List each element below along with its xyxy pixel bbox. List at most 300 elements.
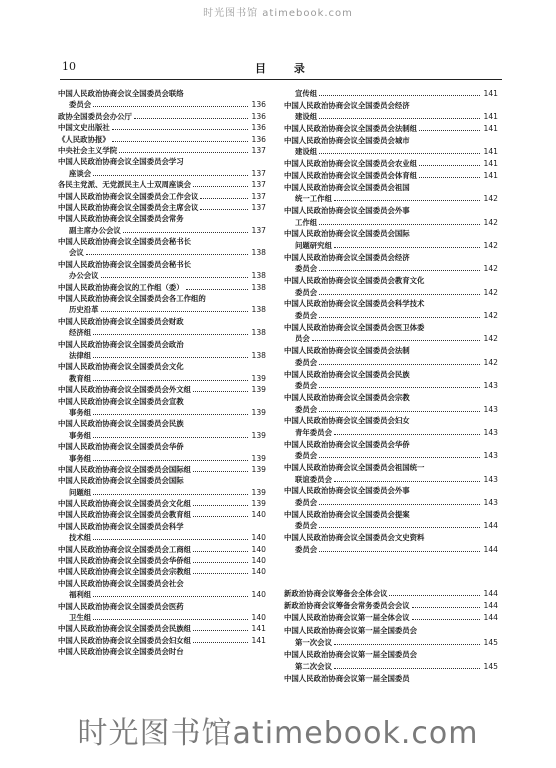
- page-header: [62, 60, 498, 76]
- toc-entry-title: 员会: [295, 334, 310, 344]
- toc-entry-page: 138: [251, 282, 266, 292]
- toc-column-right-lower: [284, 588, 498, 686]
- toc-entry: [284, 310, 498, 322]
- toc-entry-title: 中国人民政治协商会议全国委员会科学技术: [284, 299, 425, 309]
- toc-entry: [284, 450, 498, 462]
- toc-entry: [58, 475, 266, 486]
- toc-entry: [58, 259, 266, 270]
- toc-entry-title: 委员会: [295, 381, 318, 391]
- toc-entry-page: 143: [483, 404, 498, 414]
- toc-entry: [58, 589, 266, 600]
- dot-leader: [101, 277, 248, 278]
- toc-entry-page: 139: [251, 487, 266, 497]
- toc-entry-page: 141: [483, 147, 498, 157]
- toc-entry-title: 中国人民政治协商会议全国委员会科学: [58, 521, 184, 531]
- toc-entry-title: 中国人民政治协商会议全国委员会外事: [284, 205, 410, 215]
- dot-leader: [101, 311, 248, 312]
- toc-entry-title: 中国人民政治协商会议全国委员会文化组: [58, 499, 192, 509]
- toc-entry: [284, 404, 498, 416]
- toc-entry-title: 中国人民政治协商会议第一届全国委员会: [284, 649, 418, 659]
- toc-entry-page: 136: [251, 111, 266, 121]
- toc-entry-page: 136: [251, 100, 266, 110]
- dot-leader: [319, 387, 480, 388]
- toc-entry-page: 144: [483, 589, 498, 598]
- toc-entry-title: 中国人民政治协商会议全国委员会学习: [58, 157, 184, 167]
- dot-leader: [86, 254, 248, 255]
- toc-entry-page: 143: [483, 381, 498, 391]
- toc-entry: [58, 225, 266, 236]
- toc-entry-title: 中国人民政治协商会议全国委员会国际: [58, 476, 184, 486]
- toc-entry-title: 中国人民政治协商会议全国委员会祖国统一: [284, 463, 425, 472]
- toc-entry: [58, 509, 266, 520]
- toc-entry-title: 中国人民政治协商会议全国委员会法制: [284, 346, 410, 356]
- toc-entry: [284, 649, 498, 661]
- toc-entry-title: 中国人民政治协商会议全国委员会医卫体委: [284, 322, 425, 332]
- toc-entry-title: 《人民政协报》: [58, 134, 110, 144]
- toc-entry-page: 142: [483, 240, 498, 250]
- toc-entry-title: 新政治协商会议筹备会常务委员会会议: [284, 601, 410, 611]
- toc-entry-title: 中国人民政治协商会议全国委员会法制组: [284, 124, 418, 134]
- toc-entry-page: 138: [251, 248, 266, 258]
- dot-leader: [319, 364, 480, 365]
- toc-entry-page: 140: [251, 510, 266, 520]
- toc-entry-title: 宣传组: [295, 89, 318, 98]
- dot-leader: [93, 334, 248, 335]
- toc-entry-title: 中国人民政治协商会议全国委员会宗教: [284, 392, 410, 402]
- toc-entry-title: 中国人民政治协商会议全国委员会工商组: [58, 544, 192, 554]
- toc-entry: [284, 158, 498, 170]
- toc-entry-title: 中国人民政治协商会议第一届全体会议: [284, 613, 410, 623]
- toc-entry: [58, 282, 266, 293]
- toc-entry-title: 问题组: [69, 487, 92, 497]
- toc-entry-page: 137: [251, 191, 266, 201]
- toc-entry-title: 中国人民政治协商会议全国委员会经济: [284, 252, 410, 262]
- dot-leader: [193, 573, 248, 574]
- toc-entry: [58, 168, 266, 179]
- watermark-bottom: 时光图书馆atimebook.com: [77, 716, 479, 751]
- toc-entry: [284, 88, 498, 100]
- toc-entry-title: 中国人民政治协商会议全国委员会医药: [58, 601, 184, 611]
- toc-entry: [58, 134, 266, 145]
- dot-leader: [93, 619, 248, 620]
- dot-leader: [93, 596, 248, 597]
- dot-leader: [319, 317, 480, 318]
- dot-leader: [93, 460, 248, 461]
- toc-entry-title: 委员会: [295, 264, 318, 274]
- dot-leader: [334, 481, 480, 482]
- toc-entry-page: 139: [251, 385, 266, 395]
- toc-entry: [284, 252, 498, 264]
- toc-entry-title: 委员会: [295, 404, 318, 414]
- toc-entry-title: 座谈会: [69, 168, 92, 178]
- toc-entry-page: 140: [251, 567, 266, 577]
- toc-entry: [284, 298, 498, 310]
- toc-entry-page: 142: [483, 311, 498, 321]
- toc-entry-page: 140: [251, 612, 266, 622]
- toc-entry: [58, 532, 266, 543]
- toc-entry-title: 委员会: [295, 451, 318, 461]
- toc-entry-page: 139: [251, 407, 266, 417]
- toc-entry-page: 137: [251, 225, 266, 235]
- toc-entry-page: 140: [251, 556, 266, 566]
- toc-entry-title: 中国人民政治协商会议全国委员会民族组: [58, 624, 192, 634]
- toc-entry: [284, 600, 498, 612]
- toc-entry: [284, 427, 498, 439]
- toc-entry: [58, 396, 266, 407]
- toc-entry-page: 141: [483, 170, 498, 180]
- dot-leader: [134, 118, 248, 119]
- toc-entry-title: 中国文史出版社: [58, 123, 110, 133]
- toc-entry-title: 中国人民政治协商会议全国委员会宗教组: [58, 567, 192, 577]
- toc-entry-title: 委员会: [295, 521, 318, 531]
- toc-entry-title: 中国人民政治协商会议全国委员会妇女组: [58, 635, 192, 645]
- toc-entry-title: 统一工作组: [295, 194, 332, 204]
- dot-leader: [186, 289, 248, 290]
- toc-entry-title: 建设组: [295, 112, 318, 122]
- toc-entry-title: 中国人民政治协商会议全国委员会各工作组的: [58, 294, 206, 304]
- dot-leader: [193, 186, 248, 187]
- dot-leader: [419, 130, 480, 131]
- toc-entry-page: 142: [483, 264, 498, 274]
- dot-leader: [193, 630, 248, 631]
- toc-entry-title: 中国人民政治协商会议全国委员会政治: [58, 339, 184, 349]
- toc-entry-page: 141: [483, 159, 498, 169]
- toc-entry-title: 中国人民政治协商会议全国委员会社会: [58, 578, 184, 588]
- toc-entry: [58, 544, 266, 555]
- toc-entry-title: 会议: [69, 248, 84, 258]
- toc-entry: [58, 430, 266, 441]
- toc-entry: [58, 327, 266, 338]
- toc-entry-title: 中国人民政治协商会议全国委员会体育组: [284, 170, 418, 180]
- toc-entry-title: 中国人民政治协商会议第一届全国委员: [284, 674, 410, 684]
- toc-entry-page: 139: [251, 499, 266, 509]
- toc-entry-title: 青年委员会: [295, 427, 332, 437]
- toc-entry: [58, 612, 266, 623]
- toc-entry: [58, 202, 266, 213]
- dot-leader: [112, 141, 248, 142]
- toc-entry-title: 中国人民政治协商会议全国委员会外文组: [58, 385, 192, 395]
- dot-leader: [200, 198, 248, 199]
- dot-leader: [193, 562, 248, 563]
- toc-entry: [284, 263, 498, 275]
- toc-entry: [58, 339, 266, 350]
- toc-entry-title: 委员会: [295, 498, 318, 508]
- toc-entry: [284, 170, 498, 182]
- dot-leader: [334, 200, 480, 201]
- toc-entry-page: 136: [251, 123, 266, 133]
- toc-entry-title: 事务组: [69, 407, 92, 417]
- dot-leader: [312, 340, 480, 341]
- toc-entry-title: 问题研究组: [295, 240, 332, 250]
- toc-entry-title: 法律组: [69, 350, 92, 360]
- dot-leader: [319, 294, 480, 295]
- dot-leader: [93, 357, 248, 358]
- toc-entry: [58, 156, 266, 167]
- toc-entry-page: 145: [483, 637, 498, 647]
- toc-entry-title: 中国人民政治协商会议的工作组（委）: [58, 282, 184, 292]
- toc-entry-title: 中国人民政治协商会议全国委员会经济: [284, 100, 410, 110]
- toc-entry-page: 141: [251, 624, 266, 634]
- dot-leader: [419, 177, 480, 178]
- dot-leader: [334, 247, 480, 248]
- toc-entry-page: 139: [251, 453, 266, 463]
- toc-entry-title: 工作组: [295, 217, 318, 227]
- toc-entry: [58, 521, 266, 532]
- toc-entry: [284, 520, 498, 532]
- toc-entry: [284, 146, 498, 158]
- toc-entry: [58, 441, 266, 452]
- toc-entry: [58, 316, 266, 327]
- toc-entry: [284, 485, 498, 497]
- toc-entry-title: 第二次会议: [295, 662, 332, 672]
- dot-leader: [319, 551, 480, 552]
- toc-entry-title: 福利组: [69, 590, 92, 600]
- dot-leader: [193, 642, 248, 643]
- toc-entry-page: 142: [483, 334, 498, 344]
- toc-entry: [284, 439, 498, 451]
- dot-leader: [412, 607, 480, 608]
- toc-entry-page: 144: [483, 521, 498, 531]
- toc-entry: [284, 123, 498, 135]
- toc-entry-title: 中国人民政治协商会议全国委员会城市: [284, 135, 410, 145]
- toc-entry-title: 中国人民政治协商会议全国委员会时台: [58, 647, 184, 657]
- toc-entry: [58, 236, 266, 247]
- toc-entry-page: 143: [483, 451, 498, 461]
- dot-leader: [93, 437, 248, 438]
- toc-entry-title: 中国人民政治协商会议全国委员会联络: [58, 89, 184, 98]
- toc-entry-page: 143: [483, 474, 498, 484]
- toc-entry-page: 137: [251, 202, 266, 212]
- toc-entry: [284, 497, 498, 509]
- toc-entry-page: 137: [251, 180, 266, 190]
- page-number: 10: [62, 60, 76, 73]
- dot-leader: [93, 175, 248, 176]
- toc-entry-title: 委员会: [295, 357, 318, 367]
- toc-entry-title: 各民主党派、无党派民主人士双周座谈会: [58, 180, 192, 190]
- dot-leader: [319, 118, 480, 119]
- dot-leader: [389, 595, 480, 596]
- toc-entry: [58, 111, 266, 122]
- toc-entry-page: 138: [251, 305, 266, 315]
- toc-entry-page: 141: [483, 112, 498, 122]
- dot-leader: [319, 411, 480, 412]
- toc-entry-title: 委员会: [295, 544, 318, 554]
- dot-leader: [193, 505, 248, 506]
- toc-entry: [284, 228, 498, 240]
- toc-entry: [58, 373, 266, 384]
- toc-entry: [58, 635, 266, 646]
- dot-leader: [334, 668, 480, 669]
- toc-entry-title: 中国人民政治协商会议全国委员会华侨: [58, 442, 184, 452]
- toc-entry-page: 143: [483, 498, 498, 508]
- toc-entry: [284, 182, 498, 194]
- dot-leader: [193, 471, 248, 472]
- toc-entry: [58, 407, 266, 418]
- toc-entry-title: 中国人民政治协商会议全国委员会工作会议: [58, 191, 199, 201]
- dot-leader: [93, 494, 248, 495]
- toc-entry: [284, 135, 498, 147]
- toc-entry-title: 中国人民政治协商会议全国委员会民族: [284, 369, 410, 379]
- toc-entry: [284, 637, 498, 649]
- toc-entry-title: 委员会: [295, 311, 318, 321]
- toc-entry-title: 副主席办公会议: [69, 225, 121, 235]
- toc-entry-page: 143: [483, 427, 498, 437]
- toc-entry-title: 建设组: [295, 147, 318, 157]
- dot-leader: [412, 619, 480, 620]
- toc-entry: [58, 418, 266, 429]
- toc-entry: [58, 88, 266, 99]
- toc-entry-title: 中国人民政治协商会议全国委员会祖国: [284, 182, 410, 192]
- toc-entry: [58, 601, 266, 612]
- toc-entry-title: 中国人民政治协商会议全国委员会教育组: [58, 510, 192, 520]
- toc-entry-title: 中国人民政治协商会议全国委员会秘书长: [58, 259, 192, 269]
- toc-entry-title: 中国人民政治协商会议全国委员会宣教: [58, 396, 184, 406]
- toc-entry-page: 141: [483, 124, 498, 134]
- toc-entry: [284, 380, 498, 392]
- toc-entry: [58, 270, 266, 281]
- toc-entry: [58, 293, 266, 304]
- toc-entry: [58, 384, 266, 395]
- dot-leader: [93, 106, 248, 107]
- toc-entry: [284, 322, 498, 334]
- toc-entry-page: 144: [483, 601, 498, 611]
- toc-entry-title: 中国人民政治协商会议全国委员会财政: [58, 316, 184, 326]
- toc-entry-title: 中国人民政治协商会议全国委员会国际: [284, 229, 410, 239]
- toc-entry: [284, 509, 498, 521]
- toc-entry-title: 政协全国委员会办公厅: [58, 111, 132, 121]
- toc-entry-title: 委员会: [69, 100, 92, 110]
- toc-entry-title: 中国人民政治协商会议全国委员会华侨组: [58, 556, 192, 566]
- toc-entry: [58, 566, 266, 577]
- toc-entry: [284, 275, 498, 287]
- toc-entry: [284, 240, 498, 252]
- toc-entry-page: 139: [251, 464, 266, 474]
- toc-entry-page: 141: [483, 89, 498, 98]
- toc-entry-page: 138: [251, 271, 266, 281]
- dot-leader: [193, 391, 248, 392]
- dot-leader: [193, 551, 248, 552]
- toc-entry: [58, 122, 266, 133]
- header-rule: [60, 79, 502, 80]
- toc-entry: [58, 646, 266, 657]
- toc-entry-title: 新政治协商会议筹备会全体会议: [284, 589, 388, 598]
- toc-entry: [284, 474, 498, 486]
- toc-entry-page: 144: [483, 613, 498, 623]
- toc-entry-title: 中国人民政治协商会议全国委员会秘书长: [58, 237, 192, 247]
- toc-entry-title: 教育组: [69, 373, 92, 383]
- toc-entry-title: 中国人民政治协商会议全国委员会农业组: [284, 159, 418, 169]
- toc-entry: [284, 588, 498, 600]
- toc-entry: [58, 578, 266, 589]
- toc-entry: [284, 217, 498, 229]
- toc-entry: [284, 333, 498, 345]
- dot-leader: [319, 527, 480, 528]
- toc-entry: [284, 345, 498, 357]
- toc-entry: [284, 612, 498, 624]
- toc-entry-page: 139: [251, 430, 266, 440]
- toc-entry-page: 137: [251, 168, 266, 178]
- toc-entry-page: 144: [483, 544, 498, 554]
- toc-entry: [58, 247, 266, 258]
- dot-leader: [319, 153, 480, 154]
- toc-entry-title: 中国人民政治协商会议全国委员会民族: [58, 419, 184, 429]
- toc-entry-title: 历史沿革: [69, 305, 99, 315]
- toc-entry-title: 中国人民政治协商会议全国委员会教育文化: [284, 276, 425, 285]
- toc-entry-title: 联谊委员会: [295, 474, 332, 484]
- toc-entry-title: 中国人民政治协商会议全国委员会外事: [284, 486, 410, 496]
- toc-entry-title: 中国人民政治协商会议全国委员会华侨: [284, 439, 410, 449]
- toc-entry-page: 141: [251, 635, 266, 645]
- toc-entry-page: 140: [251, 533, 266, 543]
- toc-column-right: [284, 88, 498, 556]
- toc-entry-title: 中国人民政治协商会议全国委员会国际组: [58, 464, 192, 474]
- dot-leader: [334, 644, 480, 645]
- toc-entry: [58, 361, 266, 372]
- toc-entry-title: 中国人民政治协商会议全国委员会文化: [58, 362, 184, 372]
- toc-entry-page: 137: [251, 145, 266, 155]
- toc-entry-title: 技术组: [69, 533, 92, 543]
- toc-entry-page: 142: [483, 194, 498, 204]
- toc-entry-page: 140: [251, 544, 266, 554]
- toc-entry: [58, 487, 266, 498]
- toc-entry: [284, 462, 498, 474]
- toc-entry-page: 138: [251, 328, 266, 338]
- dot-leader: [319, 95, 480, 96]
- toc-entry-title: 中国人民政治协商会议全国委员会妇女: [284, 416, 410, 426]
- toc-entry-page: 140: [251, 590, 266, 600]
- toc-entry-page: 142: [483, 217, 498, 227]
- toc-entry: [284, 357, 498, 369]
- toc-entry-page: 145: [483, 662, 498, 672]
- toc-entry: [284, 532, 498, 544]
- toc-entry: [58, 623, 266, 634]
- toc-entry: [58, 179, 266, 190]
- toc-entry-title: 中国人民政治协商会议第一届全国委员会: [284, 625, 418, 635]
- toc-entry-page: 136: [251, 134, 266, 144]
- toc-entry-title: 中国人民政治协商会议全国委员会文史资料: [284, 533, 425, 543]
- toc-entry-page: 138: [251, 350, 266, 360]
- toc-entry: [284, 369, 498, 381]
- dot-leader: [93, 380, 248, 381]
- toc-entry: [284, 205, 498, 217]
- toc-entry: [284, 544, 498, 556]
- toc-entry: [58, 99, 266, 110]
- dot-leader: [334, 434, 480, 435]
- toc-entry-page: 142: [483, 287, 498, 297]
- dot-leader: [319, 504, 480, 505]
- toc-entry-title: 第一次会议: [295, 637, 332, 647]
- toc-entry: [58, 191, 266, 202]
- toc-entry-title: 卫生组: [69, 612, 92, 622]
- toc-entry: [58, 498, 266, 509]
- dot-leader: [193, 516, 248, 517]
- toc-entry-title: 中国人民政治协商会议全国委员会常务: [58, 214, 184, 224]
- dot-leader: [93, 539, 248, 540]
- dot-leader: [200, 209, 248, 210]
- toc-entry: [58, 464, 266, 475]
- dot-leader: [123, 232, 248, 233]
- toc-entry: [284, 415, 498, 427]
- dot-leader: [93, 414, 248, 415]
- toc-entry: [284, 193, 498, 205]
- watermark-top: 时光图书馆 atimebook.com: [203, 8, 353, 19]
- toc-entry-title: 中央社会主义学院: [58, 145, 118, 155]
- page-title: 目 录: [255, 62, 317, 75]
- toc-entry-title: 委员会: [295, 287, 318, 297]
- toc-entry-title: 事务组: [69, 453, 92, 463]
- dot-leader: [319, 224, 480, 225]
- toc-entry-page: 139: [251, 373, 266, 383]
